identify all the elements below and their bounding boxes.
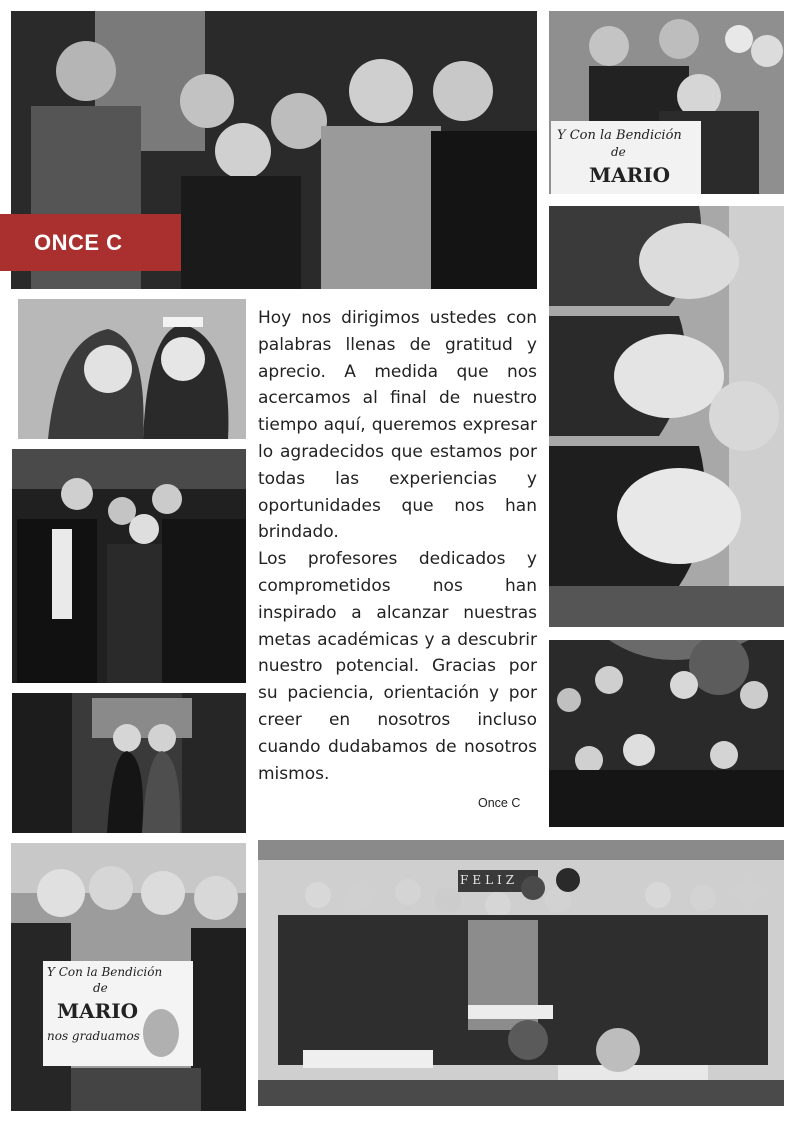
photo-two-girls <box>18 299 246 439</box>
banner-label: ONCE C <box>34 229 123 255</box>
sign-text-line3: MARIO <box>589 163 671 187</box>
wall-banner-text: FELIZ <box>460 873 519 887</box>
photo-class-group-cake <box>258 840 784 1106</box>
article-paragraph-2: Los profesores dedicados y comprometidos nos han inspirado a alcanzar nuestras metas académicas y a descubrir nuestro potencial. Gracias por su paciencia, orientación y por creer en nosotros incluso cuando dudabamos de nosotros mismos. <box>258 549 537 784</box>
photo-crowd-cheering <box>549 640 784 827</box>
photo-garden-girls <box>12 693 246 833</box>
photo-selfie-rotated <box>549 206 784 627</box>
sign2-text-line4: nos graduamos <box>47 1029 140 1043</box>
article-paragraph-1: Hoy nos dirigimos ustedes con palabras llenas de gratitud y aprecio. A medida que nos acercamos al final de nuestro tiempo aquí, queremos expresar lo agradecidos que estamos por todas las experiencias y oportunidades que nos han brindado. <box>258 308 537 543</box>
photo-jackets-group <box>12 449 246 683</box>
sign2-text-line1: Y Con la Bendición <box>47 965 163 979</box>
photo-sign-top-right <box>549 11 784 194</box>
sign2-text-line3: MARIO <box>57 999 139 1023</box>
article-signature: Once C <box>478 796 521 810</box>
sign-text-line1: Y Con la Bendición <box>557 128 682 143</box>
photo-sign-teacher <box>11 843 246 1111</box>
sign2-text-line2: de <box>93 981 108 995</box>
class-banner <box>0 214 181 271</box>
article-body <box>258 305 537 787</box>
sign-text-line2: de <box>611 145 626 159</box>
